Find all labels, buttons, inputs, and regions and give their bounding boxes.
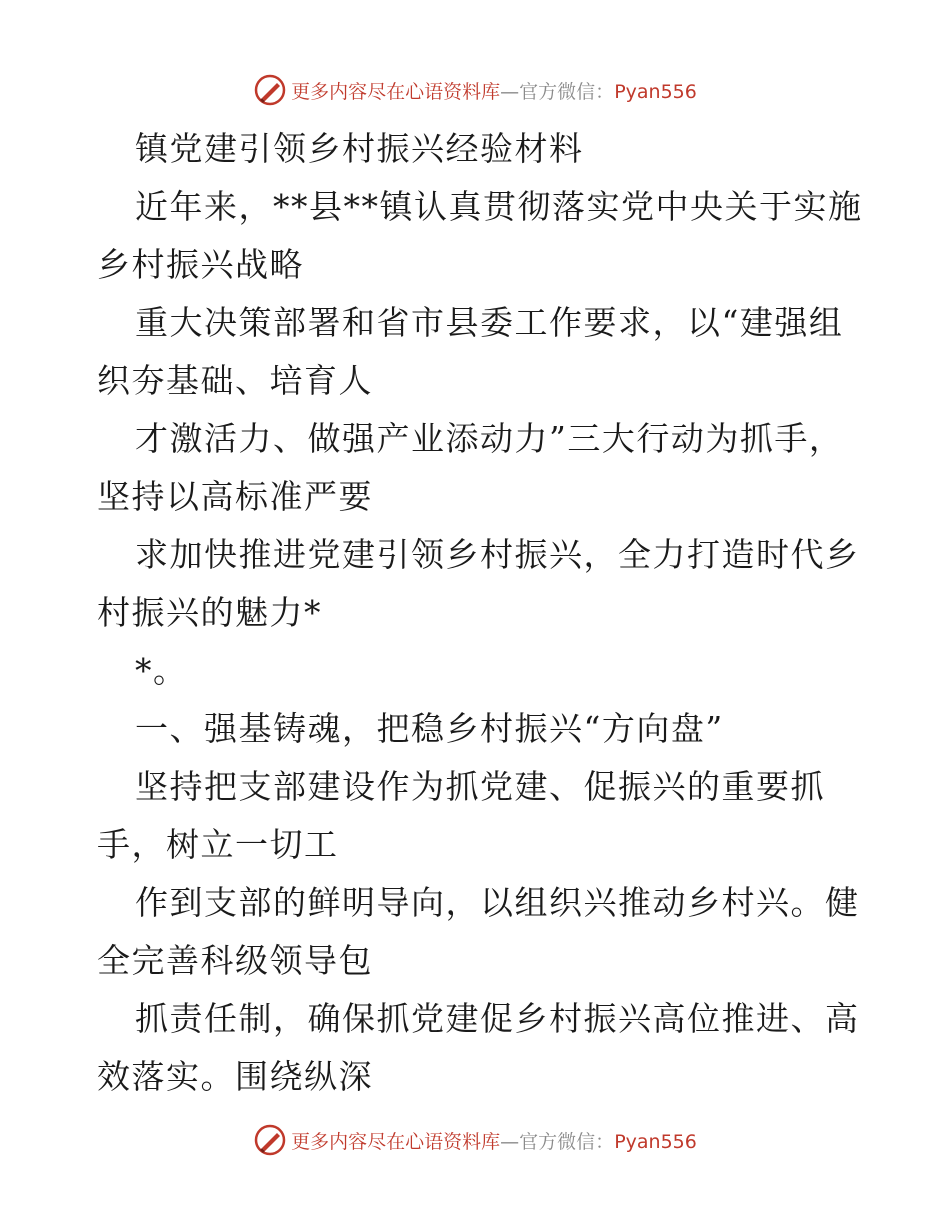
section-heading: 一、强基铸魂，把稳乡村振兴“方向盘”	[135, 709, 724, 748]
paragraph-line: 近年来，**县**镇认真贯彻落实党中央关于实施	[135, 187, 863, 226]
paragraph-line: 作到支部的鲜明导向，以组织兴推动乡村兴。健	[135, 883, 860, 922]
paragraph-line: 手，树立一切工	[97, 825, 339, 864]
paragraph-line: 坚持把支部建设作为抓党建、促振兴的重要抓	[135, 767, 825, 806]
watermark-text: 更多内容尽在心语资料库—官方微信：Pyan556	[291, 1130, 697, 1153]
watermark-text: 更多内容尽在心语资料库—官方微信：Pyan556	[291, 80, 697, 103]
paragraph-line: 坚持以高标准严要	[97, 477, 373, 516]
paragraph-line: 织夯基础、培育人	[97, 361, 373, 400]
paragraph-line: 求加快推进党建引领乡村振兴，全力打造时代乡	[135, 535, 860, 574]
paragraph-line: 重大决策部署和省市县委工作要求，以“建强组	[135, 303, 844, 342]
paragraph-line: 村振兴的魅力*	[97, 593, 322, 632]
paragraph-line: 抓责任制，确保抓党建促乡村振兴高位推进、高	[135, 999, 860, 1038]
watermark-footer	[0, 1120, 950, 1160]
paragraph-line: 才激活力、做强产业添动力”三大行动为抓手，	[135, 419, 844, 458]
paragraph-line: 全完善科级领导包	[97, 941, 373, 980]
paragraph-line: 乡村振兴战略	[97, 245, 304, 284]
document-title: 镇党建引领乡村振兴经验材料	[135, 129, 584, 168]
document-body	[97, 120, 863, 1106]
pen-logo-icon	[253, 73, 287, 107]
watermark-header	[0, 70, 950, 110]
paragraph-line: *。	[135, 651, 188, 690]
pen-logo-icon	[253, 1123, 287, 1157]
paragraph-line: 效落实。围绕纵深	[97, 1057, 373, 1096]
